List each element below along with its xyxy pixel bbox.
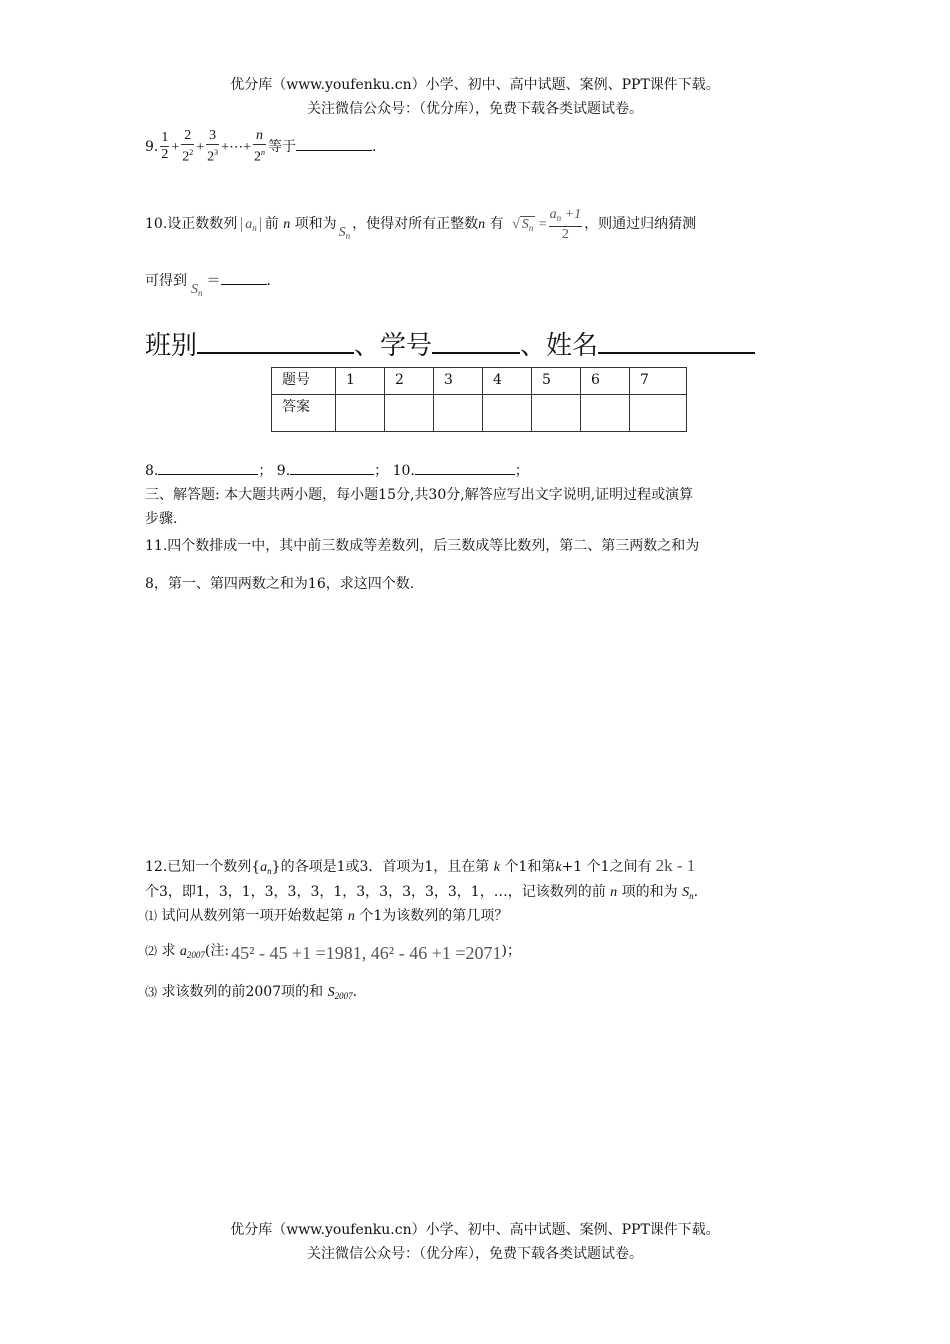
- fill-8-label: 8.: [145, 463, 159, 479]
- answer-table: [271, 367, 687, 432]
- student-id-label: 、学号: [354, 331, 433, 361]
- q12-part1-n: n: [347, 909, 355, 924]
- q12-n: n: [610, 885, 618, 900]
- q10-end: .: [266, 273, 271, 289]
- class-label: 班别: [145, 331, 198, 361]
- question-number-cell: 2: [385, 368, 434, 395]
- question-number-cell: 1: [336, 368, 385, 395]
- q12-text-2a: 个3，即1，3，1，3，3，3，1，3，3，3，3，3，1，…，记该数列的前: [145, 884, 606, 900]
- student-id-blank[interactable]: [432, 322, 520, 354]
- part-2-marker: ⑵: [145, 944, 158, 958]
- q9-fraction-n: $\frac{n}{2^n}$: [253, 128, 265, 165]
- answer-cell[interactable]: [483, 395, 532, 432]
- q10-formula: √ $S_n$ = $\frac{a_n +1}{2}$: [512, 207, 582, 242]
- class-blank[interactable]: [197, 322, 354, 354]
- name-label: 、姓名: [520, 331, 599, 361]
- q12-text-1c: 个1和第: [504, 859, 556, 875]
- question-12-part-2: [145, 934, 521, 970]
- q10-n2: n: [478, 217, 486, 233]
- fill-10-blank[interactable]: [415, 460, 515, 475]
- question-11-line-2: 8，第一、第四两数之和为16，求这四个数.: [145, 576, 415, 592]
- q12-text-1a: 12.已知一个数列{: [145, 859, 261, 875]
- q12-part-2-text-a: 求: [161, 943, 176, 959]
- q12-S-2007: $S_{2007}$: [327, 985, 353, 1001]
- q12-part-2-text-c: )；: [501, 943, 521, 959]
- q9-label: 9.: [145, 138, 159, 155]
- q12-part-1-text: 试问从数列第一项开始数起第: [161, 908, 344, 924]
- q12-a-2007: $a_{2007}$: [179, 944, 205, 960]
- answer-header: 答案: [272, 395, 336, 432]
- q10-text-4: ，使得对所有正整数: [352, 216, 479, 233]
- q10-n: n: [283, 217, 291, 233]
- question-number-cell: 5: [532, 368, 581, 395]
- question-12-line-2: [145, 881, 698, 907]
- q12-k: k: [493, 860, 500, 875]
- q12-expr-2k-minus-1: 2k - 1: [655, 856, 696, 875]
- name-blank[interactable]: [598, 322, 755, 354]
- q12-k2: k: [555, 860, 562, 875]
- footer-line-2: 关注微信公众号：（优分库），免费下载各类试题试卷。: [307, 1246, 643, 1262]
- fill-end: ；: [514, 463, 529, 479]
- q12-text-1d: +1 个1之间有: [561, 859, 652, 875]
- fill-9-label: ； 9.: [258, 463, 291, 479]
- q12-part-3-text-b: .: [352, 984, 358, 1000]
- answer-cell[interactable]: [434, 395, 483, 432]
- q10-text-2: 前: [264, 216, 279, 233]
- q9-fraction-3: $\frac{3}{2^3}$: [207, 128, 219, 165]
- student-info-line: [145, 322, 755, 366]
- fill-9-blank[interactable]: [290, 460, 374, 475]
- question-12-line-1: [145, 855, 695, 882]
- q10-text-1: 10.设正数数列: [145, 216, 238, 233]
- q12-S-n: $S_n$: [682, 885, 694, 901]
- question-number-cell: 6: [581, 368, 630, 395]
- q9-fraction-1: $\frac{1}{2}$: [161, 130, 169, 163]
- answer-cell[interactable]: [630, 395, 687, 432]
- q10-Sn-2: $S_n$: [191, 282, 203, 298]
- answer-table-header-row: [272, 368, 687, 395]
- part-1-marker: ⑴: [145, 909, 158, 923]
- question-12-part-1: [145, 905, 508, 928]
- fill-8-blank[interactable]: [158, 460, 258, 475]
- answer-table-answer-row: [272, 395, 687, 432]
- q12-text-1b: }的各项是1或3．首项为1，且在第: [271, 859, 490, 875]
- fill-10-label: ； 10.: [374, 463, 415, 479]
- q10-sequence-an: $a_n$: [241, 217, 261, 232]
- question-number-cell: 7: [630, 368, 687, 395]
- question-12-part-3: [145, 981, 357, 1007]
- answer-cell[interactable]: [385, 395, 434, 432]
- q12-text-2b: 项的和为: [621, 884, 678, 900]
- section-3-heading: 三、解答题: 本大题共两小题，每小题15分,共30分,解答应写出文字说明,证明过程或演算: [145, 487, 694, 503]
- q12-part-1-text-b: 个1为该数列的第几项？: [359, 908, 509, 924]
- question-number-cell: 4: [483, 368, 532, 395]
- footer-line-1: 优分库（www.youfenku.cn）小学、初中、高中试题、案例、PPT课件下载。: [230, 1222, 720, 1238]
- q10-text-6: ，则通过归纳猜测: [584, 216, 697, 233]
- q10-line2-text: 可得到: [145, 273, 187, 289]
- q10-answer-blank: [221, 270, 267, 285]
- question-10: [145, 207, 696, 243]
- q12-a-n: $a_n$: [260, 860, 272, 876]
- q10-text-3: 项和为: [294, 216, 337, 233]
- answer-cell[interactable]: [532, 395, 581, 432]
- q10-text-5: 有: [489, 216, 504, 233]
- question-11-line-1: 11.四个数排成一中，其中前三数成等差数列，后三数成等比数列，第二、第三两数之和为: [145, 538, 700, 554]
- q9-fraction-2: $\frac{2}{2^2}$: [182, 128, 194, 165]
- q12-text-2c: .: [693, 884, 699, 900]
- q9-suffix: 等于: [267, 138, 296, 155]
- part-3-marker: ⑶: [145, 985, 158, 999]
- question-9: 9. $\frac{1}{2}$ + $\frac{2}{2^2}$ + $\frac{3}{2^3}$ +⋯+ $\frac{n}{2^n}$ 等于 .: [145, 128, 377, 165]
- q10-Sn: $S_n$: [338, 225, 351, 242]
- q9-end: .: [371, 138, 377, 155]
- answer-cell[interactable]: [336, 395, 385, 432]
- header-line-1: 优分库（www.youfenku.cn）小学、初中、高中试题、案例、PPT课件下载。: [230, 77, 720, 93]
- question-10-line-2: [145, 270, 271, 296]
- q12-part-3-text-a: 求该数列的前2007项的和: [161, 984, 324, 1000]
- header-line-2: 关注微信公众号：（优分库），免费下载各类试题试卷。: [307, 101, 643, 117]
- q9-answer-blank: [296, 136, 372, 151]
- q10-equals: ＝: [206, 274, 221, 289]
- fill-in-answers-line: [145, 460, 529, 482]
- question-number-header: 题号: [272, 368, 336, 395]
- q12-part-2-text-b: (注:: [204, 943, 230, 959]
- q12-part-2-formula: 45² - 45 +1 =1981, 46² - 46 +1 =2071: [231, 943, 502, 963]
- section-3-heading-2: 步骤.: [145, 511, 178, 527]
- question-number-cell: 3: [434, 368, 483, 395]
- answer-cell[interactable]: [581, 395, 630, 432]
